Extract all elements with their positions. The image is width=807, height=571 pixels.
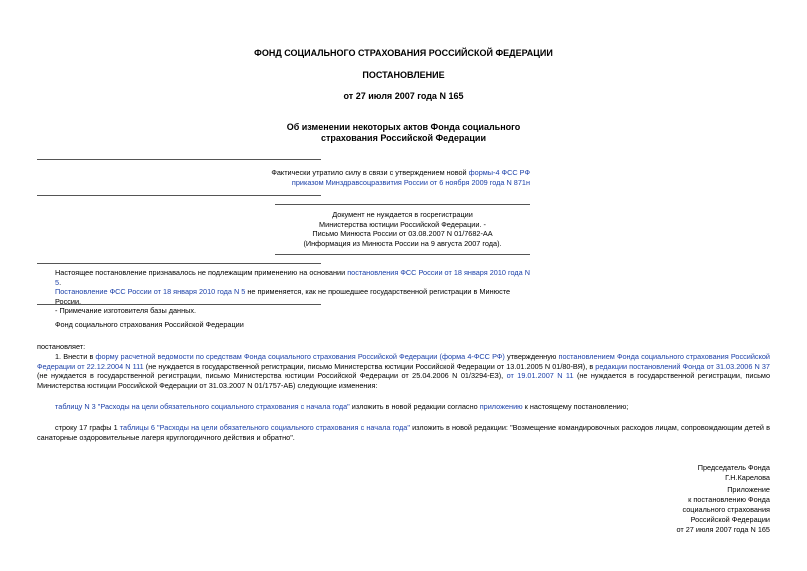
- divider: [37, 304, 321, 305]
- paragraph-2: [55, 402, 770, 412]
- lost-force-note: [200, 168, 530, 187]
- resolution-11-link[interactable]: от 19.01.2007 N 11: [506, 371, 574, 381]
- divider: [37, 159, 321, 160]
- signature-name: Г.Н.Карелова: [725, 473, 770, 482]
- form-4-fss-rf-link[interactable]: форму расчетной ведомости по средствам Фонда социального страхования Российской Федерации (форма 4-ФСС РФ): [95, 352, 505, 361]
- document-type: ПОСТАНОВЛЕНИЕ: [362, 70, 445, 80]
- registration-line-3: Письмо Минюста России от 03.08.2007 N 01/7682-АА: [312, 229, 493, 239]
- registration-line-2: Министерства юстиции Российской Федерации. -: [319, 219, 486, 229]
- resolution-5-link-2[interactable]: Постановление ФСС России от 18 января 2010 года N 5: [55, 287, 246, 297]
- divider: [37, 263, 321, 264]
- document-date: от 27 июля 2007 года N 165: [343, 91, 464, 101]
- registration-line-1: Документ не нуждается в госрегистрации: [332, 210, 473, 219]
- paragraph-1: [37, 352, 770, 390]
- p3-text: изложить в новой редакции: "Возмещение командировочных расходов лицам, сопровождающим детей в санаторные оздоровительные лагеря круглогодичного действия и обратно".: [37, 423, 770, 442]
- organization-title: ФОНД СОЦИАЛЬНОГО СТРАХОВАНИЯ РОССИЙСКОЙ ФЕДЕРАЦИИ: [254, 48, 553, 58]
- p1-text: 1. Внести в: [55, 352, 96, 361]
- p1-text: утвержденную: [504, 352, 559, 361]
- signature-title: Председатель Фонда: [697, 463, 770, 472]
- issuer: Фонд социального страхования Российской Федерации: [55, 320, 244, 329]
- resolution-5-link[interactable]: постановления ФСС России от 18 января 2010 года N 5: [55, 268, 531, 287]
- invalid-note-text: Настоящее постановление признавалось не подлежащим применению на основании: [55, 268, 348, 277]
- document-subject: [0, 122, 807, 144]
- form-4-fss-link[interactable]: формы-4 ФСС РФ: [468, 168, 530, 177]
- p1-text: (не нуждается в государственной регистрации, письмо Министерства юстиции Российской Федерации от 13.01.2005 N 01/80-ВЯ), в: [143, 361, 596, 371]
- order-871n-link[interactable]: приказом Минздравсоцразвития России от 6 ноября 2009 года N 871н: [291, 177, 530, 187]
- divider: [275, 204, 530, 205]
- appendix-link[interactable]: приложению: [479, 402, 523, 411]
- appendix-line-4: Российской Федерации: [690, 515, 770, 524]
- invalid-note-text: не применяется, как не прошедшее государственной регистрации в Минюсте России.: [55, 287, 511, 306]
- registration-line-4: (Информация из Минюста России на 9 августа 2007 года).: [303, 238, 502, 248]
- p1-text: (не нуждается в государственной регистрации, письмо Министерства юстиции Российской Федерации от 31.03.2007 N 01/1757-АБ) следующие изменения:: [37, 371, 770, 390]
- lost-force-text: Фактически утратило силу в связи с утверждением новой: [271, 168, 469, 177]
- registration-note: [275, 210, 530, 248]
- resolution-37-link[interactable]: редакции постановлений Фонда от 31.03.2006 N 37: [595, 361, 770, 371]
- p1-text: (не нуждается в государственной регистрации, письмо Министерства юстиции Российской Федерации от 25.04.2006 N 01/3294-ЕЗ),: [37, 371, 507, 381]
- divider: [37, 195, 321, 196]
- db-note: - Примечание изготовителя базы данных.: [55, 306, 197, 316]
- appendix-line-3: социального страхования: [682, 505, 770, 514]
- resolution-111-link[interactable]: постановлением Фонда социального страхования Российской Федерации от 22.12.2004 N 111: [37, 352, 770, 371]
- appendix-block: [676, 485, 770, 535]
- invalid-note: [55, 268, 535, 316]
- paragraph-3: [37, 423, 770, 442]
- appendix-line-2: к постановлению Фонда: [688, 495, 770, 504]
- subject-line-1: Об изменении некоторых актов Фонда социального: [286, 122, 521, 132]
- resolves: постановляет:: [37, 342, 86, 351]
- p3-text: строку 17 графы 1: [55, 423, 120, 432]
- table-3-link[interactable]: таблицу N 3 "Расходы на цели обязательного социального страхования с начала года": [55, 402, 350, 411]
- appendix-line-5: от 27 июля 2007 года N 165: [676, 525, 770, 534]
- signature-block: [698, 463, 770, 483]
- p2-text: изложить в новой редакции согласно: [349, 402, 480, 411]
- subject-line-2: страхования Российской Федерации: [321, 133, 486, 143]
- appendix-line-1: Приложение: [727, 485, 770, 494]
- p2-text: к настоящему постановлению;: [522, 402, 629, 411]
- invalid-note-text: .: [59, 277, 62, 287]
- divider: [275, 254, 530, 255]
- table-6-link[interactable]: таблицы 6 "Расходы на цели обязательного социального страхования с начала года": [119, 423, 410, 432]
